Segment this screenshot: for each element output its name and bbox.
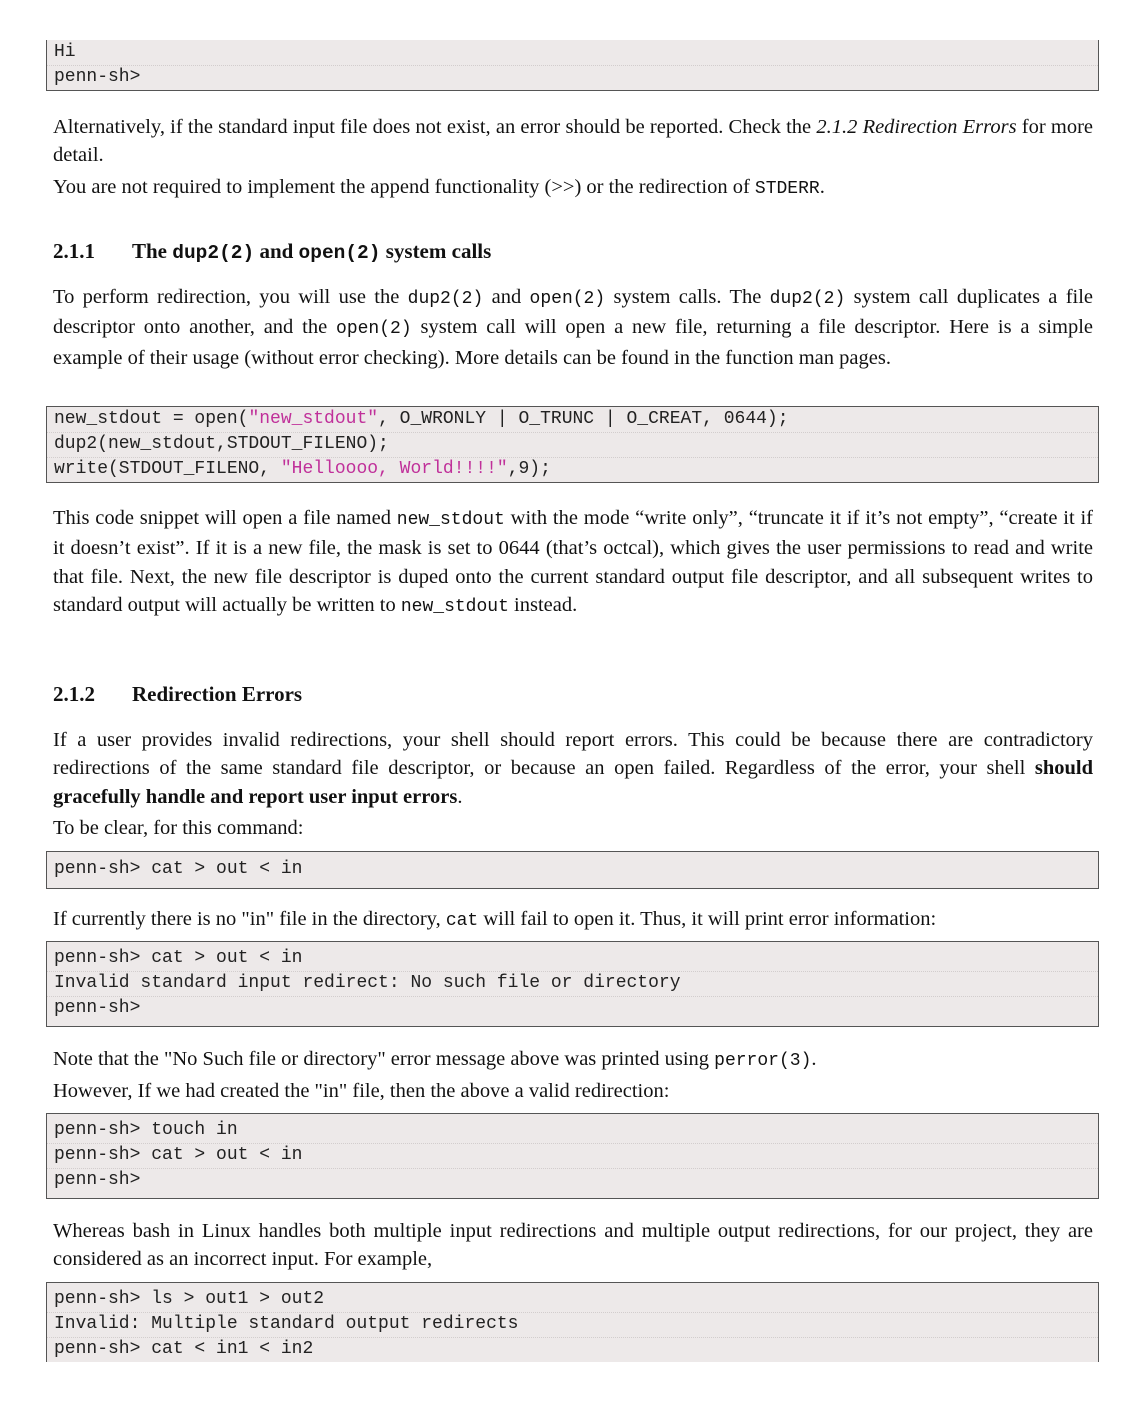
code-block-multiple-redirects [46,1282,1099,1362]
section-heading-2-1-1: 2.1.1 The dup2(2) and open(2) system calls [53,239,492,264]
bold-emphasis: should gracefully handle and report user input errors [53,757,1093,808]
code-line: penn-sh> ls > out1 > out2 [54,1289,325,1309]
section-reference: 2.1.2 Redirection Errors [816,116,1017,138]
paragraph-cat-fail: If currently there is no "in" file in the directory, cat will fail to open it. Thus, it will print error information: [53,908,937,931]
code-line: Hi [54,42,76,62]
code-line: penn-sh> cat > out < in [54,859,303,879]
code-line: Invalid standard input redirect: No such file or directory [54,971,1098,996]
paragraph-perror-note: Note that the "No Such file or directory" error message above was printed using perror(3). [53,1048,817,1071]
code-line: Invalid: Multiple standard output redirects [54,1312,1098,1337]
paragraph-to-be-clear: To be clear, for this command: [53,817,304,839]
code-line: new_stdout = open("new_stdout", O_WRONLY | O_TRUNC | O_CREAT, 0644); [54,409,789,429]
paragraph-redirection-errors: If a user provides invalid redirections, your shell should report errors. This could be because there are contradictory redirections of the same standard file descriptor, or because an open failed. Regardless of the error, your shell should gracefully handle and report user input errors. [53,729,1093,808]
section-title: Redirection Errors [132,682,303,706]
inline-code: STDERR [754,179,820,199]
code-line: write(STDOUT_FILENO, "Helloooo, World!!!!",9); [54,457,1098,482]
code-line: penn-sh> cat > out < in [54,948,303,968]
code-block-valid-example [46,1113,1099,1199]
code-block-error-output [46,941,1099,1027]
section-number: 2.1.1 [53,239,95,263]
section-number: 2.1.2 [53,682,95,706]
paragraph-valid-redirection: However, If we had created the "in" file, then the above a valid redirection: [53,1080,670,1102]
paragraph-multiple-redirects: Whereas bash in Linux handles both multiple input redirections and multiple output redirections, for our project, they are considered as an incorrect input. For example, [53,1220,1093,1271]
code-block-command [46,851,1099,889]
code-line: penn-sh> cat > out < in [54,1143,1098,1168]
paragraph-append-note: You are not required to implement the append functionality (>>) or the redirection of STDERR. [53,176,825,199]
code-block-dup2-example [46,406,1099,483]
string-literal: "Helloooo, World!!!!" [280,459,508,479]
code-line: dup2(new_stdout,STDOUT_FILENO); [54,432,1098,457]
code-line: penn-sh> [54,1168,1098,1193]
code-line: penn-sh> [54,996,1098,1021]
code-line: penn-sh> [54,65,1098,90]
code-line: penn-sh> touch in [54,1120,238,1140]
code-block-terminal-output [46,40,1099,91]
paragraph-stdin-error: Alternatively, if the standard input file does not exist, an error should be reported. Check the 2.1.2 Redirection Errors for more detail. [53,116,1094,167]
code-line: penn-sh> cat < in1 < in2 [54,1337,1098,1362]
string-literal: "new_stdout" [248,409,379,429]
paragraph-snippet-explanation: This code snippet will open a file named new_stdout with the mode “write only”, “truncate it if it’s not empty”, “create it if it doesn’t exist”. If it is a new file, the mask is set to 0644 (that’s octcal), which gives the user permissions to read and write that file. Next, the new file descriptor is duped onto the current standard output file descriptor, and all subsequent writes to standard output will actually be written to new_stdout instead. [53,507,1093,617]
paragraph-dup2-open: To perform redirection, you will use the dup2(2) and open(2) system calls. The dup2(2) system call duplicates a file descriptor onto another, and the open(2) system call will open a new file, returning a file descriptor. Here is a simple example of their usage (without error checking). More details can be found in the function man pages. [53,286,1094,369]
section-heading-2-1-2 [53,680,302,708]
